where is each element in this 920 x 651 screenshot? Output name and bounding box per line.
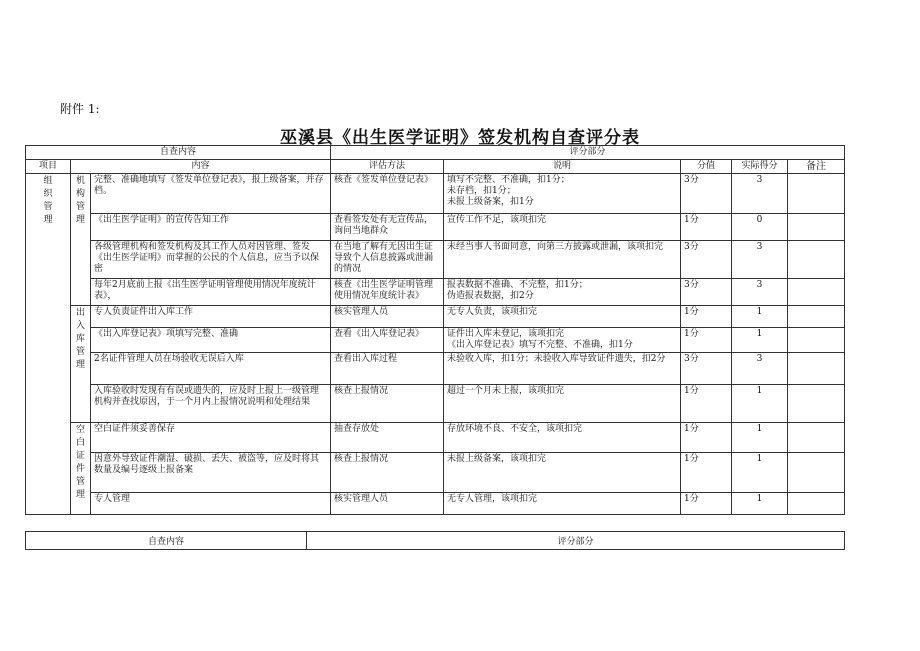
explanation-cell: 无专人负责，该项扣完 (444, 306, 681, 328)
table-row (26, 328, 845, 353)
table-row (26, 174, 845, 214)
method-cell: 核实管理人员 (331, 306, 444, 328)
score-cell: 1分 (681, 214, 732, 241)
actual-score-cell: 1 (732, 453, 788, 493)
content-cell: 2名证件管理人员在场验收无误后入库 (91, 353, 331, 385)
content-cell: 专人负责证件出入库工作 (91, 306, 331, 328)
content-cell: 因意外导致证件潮湿、破损、丢失、被盗等，应及时将其数量及编号逐级上报备案 (91, 453, 331, 493)
remarks-cell (788, 353, 845, 385)
column-header-method: 评估方法 (331, 160, 444, 174)
actual-score-cell: 1 (732, 423, 788, 453)
explanation-cell: 超过一个月未上报，该项扣完 (444, 385, 681, 423)
section-label: 机构管理 (75, 176, 85, 225)
remarks-cell (788, 279, 845, 306)
actual-score-cell: 3 (732, 353, 788, 385)
explanation-cell: 证件出入库未登记，该项扣完 《出入库登记表》填写不完整、不准确，扣1分 (444, 328, 681, 353)
column-header-content: 内容 (71, 160, 331, 174)
actual-score-cell: 1 (732, 385, 788, 423)
table-row (26, 306, 845, 328)
explanation-cell: 未报上级备案，该项扣完 (444, 453, 681, 493)
explanation-cell: 无专人管理，该项扣完 (444, 493, 681, 515)
score-cell: 1分 (681, 328, 732, 353)
table-row (26, 279, 845, 306)
remarks-cell (788, 174, 845, 214)
footer-scoring: 评分部分 (307, 532, 845, 550)
table-row (26, 241, 845, 279)
score-cell: 3分 (681, 353, 732, 385)
table-row (26, 214, 845, 241)
score-cell: 1分 (681, 453, 732, 493)
score-cell: 3分 (681, 279, 732, 306)
remarks-cell (788, 385, 845, 423)
content-cell: 各级管理机构和签发机构及其工作人员对因管理、签发《出生医学证明》而掌握的公民的个人信息，应当予以保密 (91, 241, 331, 279)
method-cell: 在当地了解有无因出生证导致个人信息披露或泄漏的情况 (331, 241, 444, 279)
scoring-header: 评分部分 (331, 146, 845, 160)
score-cell: 3分 (681, 241, 732, 279)
explanation-cell: 宣传工作不足，该项扣完 (444, 214, 681, 241)
footer-table (25, 531, 845, 550)
attachment-label: 附件 1: (60, 102, 100, 116)
content-cell: 空白证件须妥善保存 (91, 423, 331, 453)
actual-score-cell: 0 (732, 214, 788, 241)
remarks-cell (788, 493, 845, 515)
method-cell: 核查上报情况 (331, 453, 444, 493)
score-cell: 1分 (681, 306, 732, 328)
footer-self-check: 自查内容 (26, 532, 307, 550)
group-cell (26, 174, 71, 515)
score-cell: 1分 (681, 493, 732, 515)
self-check-header: 自查内容 (26, 146, 331, 160)
actual-score-cell: 1 (732, 493, 788, 515)
section-cell (71, 174, 91, 306)
table-row (26, 453, 845, 493)
group-label: 组织管理 (43, 176, 53, 225)
column-header-remarks: 备注 (788, 160, 845, 174)
actual-score-cell: 3 (732, 174, 788, 214)
method-cell: 核查《出生医学证明管理使用情况年度统计表》 (331, 279, 444, 306)
method-cell: 核查上报情况 (331, 385, 444, 423)
explanation-cell: 存放环境不良、不安全，该项扣完 (444, 423, 681, 453)
column-header-explanation: 说明 (444, 160, 681, 174)
table-row (26, 385, 845, 423)
method-cell: 核实管理人员 (331, 493, 444, 515)
remarks-cell (788, 328, 845, 353)
content-cell: 专人管理 (91, 493, 331, 515)
content-cell: 《出生医学证明》的宣传告知工作 (91, 214, 331, 241)
remarks-cell (788, 241, 845, 279)
score-cell: 1分 (681, 385, 732, 423)
method-cell: 抽查存放处 (331, 423, 444, 453)
column-header-score: 分值 (681, 160, 732, 174)
remarks-cell (788, 423, 845, 453)
method-cell: 核查《签发单位登记表》 (331, 174, 444, 214)
table-row (26, 423, 845, 453)
section-label: 空白证件管理 (75, 425, 85, 500)
table-row (26, 353, 845, 385)
section-label: 出入库管理 (75, 308, 85, 370)
remarks-cell (788, 453, 845, 493)
column-header-item: 项目 (26, 160, 71, 174)
self-assessment-table (25, 145, 845, 515)
remarks-cell (788, 306, 845, 328)
content-cell: 《出入库登记表》项填写完整、准确 (91, 328, 331, 353)
actual-score-cell: 3 (732, 241, 788, 279)
method-cell: 查看《出入库登记表》 (331, 328, 444, 353)
actual-score-cell: 3 (732, 279, 788, 306)
content-cell: 每年2月底前上报《出生医学证明管理使用情况年度统计表》， (91, 279, 331, 306)
section-cell (71, 306, 91, 423)
actual-score-cell: 1 (732, 328, 788, 353)
method-cell: 查看出入库过程 (331, 353, 444, 385)
explanation-cell: 填写不完整、不准确，扣1分； 未存档，扣1分； 未报上级备案，扣1分 (444, 174, 681, 214)
content-cell: 入库验收时发现有有误或遗失的，应及时上报上一级管理机构并查找原因，于一个月内上报情况说明和处理结果 (91, 385, 331, 423)
document-title: 巫溪县《出生医学证明》签发机构自查评分表 (280, 128, 640, 148)
method-cell: 查看签发处有无宣传品，询问当地群众 (331, 214, 444, 241)
explanation-cell: 未经当事人书面同意，向第三方披露或泄漏，该项扣完 (444, 241, 681, 279)
content-cell: 完整、准确地填写《签发单位登记表》，报上级备案，并存档。 (91, 174, 331, 214)
section-cell (71, 423, 91, 515)
actual-score-cell: 1 (732, 306, 788, 328)
explanation-cell: 报表数据不准确、不完整，扣1分； 伪造报表数据，扣2分 (444, 279, 681, 306)
score-cell: 1分 (681, 423, 732, 453)
column-header-actual: 实际得分 (732, 160, 788, 174)
table-row (26, 493, 845, 515)
remarks-cell (788, 214, 845, 241)
score-cell: 3分 (681, 174, 732, 214)
explanation-cell: 未验收入库，扣1分；未验收入库导致证件遗失，扣2分 (444, 353, 681, 385)
